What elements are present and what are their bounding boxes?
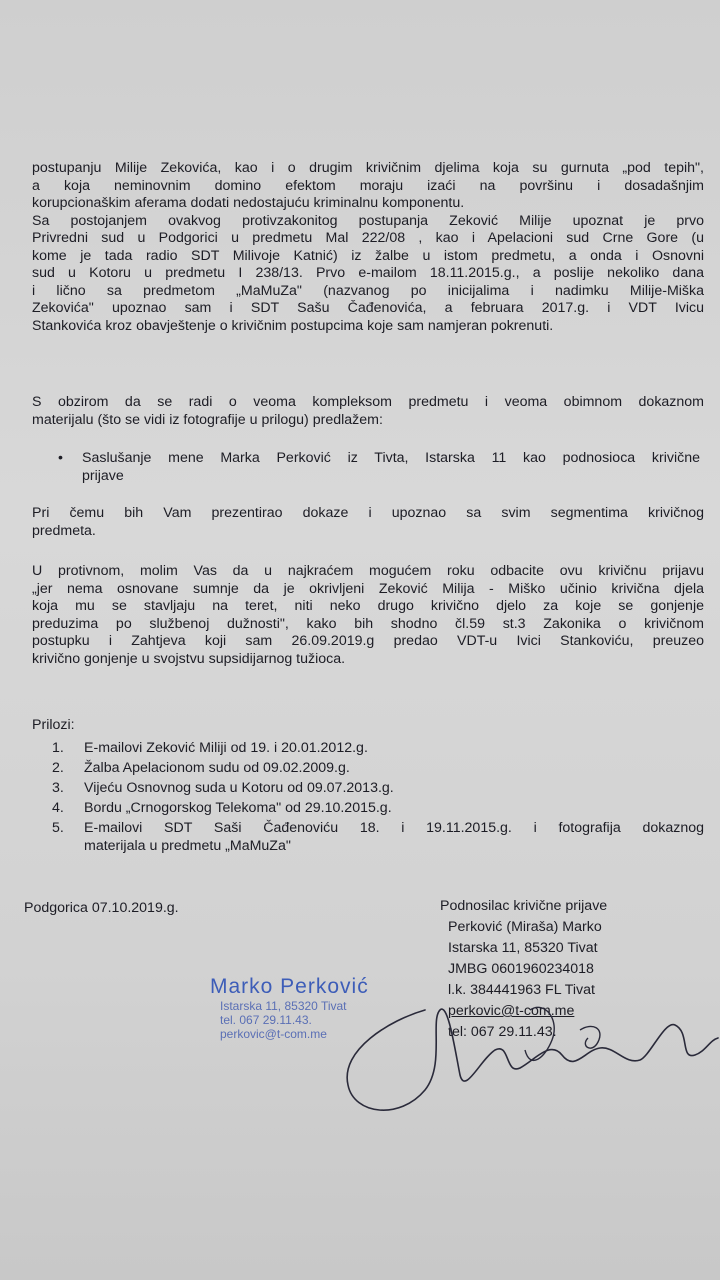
handwritten-signature [330, 980, 720, 1130]
proposal-paragraph [32, 394, 704, 429]
attachment-item [52, 758, 704, 778]
presentation-line: Pri čemu bih Vam prezentirao dokaze i upoznao sa svim segmentima krivičnog [32, 505, 704, 521]
sender-email: perkovic@t-com.me [448, 1003, 575, 1019]
request-line: koja mu se stavljaju na teret, niti neko drugo krivično djelo za koje se gonjenje [32, 598, 704, 614]
intro-line: Zekovića" upoznao sam i SDT Sašu Čađenovića, a februara 2017.g. i VDT Ivicu [32, 300, 704, 316]
request-paragraph [32, 563, 704, 668]
attachment-text: E-mailovi Zeković Miliji od 19. i 20.01.2012.g. [84, 740, 368, 756]
bullet-line: prijave [82, 467, 124, 484]
stamp-name: Marko Perković [210, 975, 369, 998]
presentation-line: predmeta. [32, 522, 96, 539]
intro-line: Privredni sud u Podgorici u predmetu Mal 222/08 , kao i Apelacioni sud Crne Gore (u [32, 230, 704, 246]
request-line: preduzima po službenoj dužnosti", kako bih shodno čl.59 st.3 Zakonika o krivičnom [32, 615, 704, 632]
attachment-item [52, 818, 704, 855]
attachment-text-continued: materijala u predmetu „MaMuZa" [84, 838, 291, 854]
stamp-phone: tel. 067 29.11.43. [220, 1013, 312, 1027]
sender-id-card: l.k. 384441963 FL Tivat [448, 982, 595, 998]
intro-line: postupanju Milije Zekovića, kao i o drugim krivičnim djelima koja su gurnuta „pod tepih", [32, 160, 704, 176]
intro-line: i lično sa predmetom „MaMuZa" (nazvanog po inicijalima i nadimku Milije-Miška [32, 282, 704, 299]
attachment-item [52, 738, 704, 758]
attachment-number: 2. [52, 760, 64, 776]
sender-jmbg: JMBG 0601960234018 [448, 961, 594, 977]
attachments-list [52, 738, 704, 855]
document-date: Podgorica 07.10.2019.g. [24, 900, 179, 916]
attachment-number: 1. [52, 740, 64, 756]
attachment-number: 4. [52, 800, 64, 816]
request-line: U protivnom, molim Vas da u najkraćem mogućem roku odbacite ovu krivičnu prijavu [32, 563, 704, 579]
proposal-line: materijalu (što se vidi iz fotografije u prilogu) predlažem: [32, 411, 383, 428]
sender-title: Podnosilac krivične prijave [440, 898, 608, 914]
sender-phone: tel: 067 29.11.43. [448, 1024, 557, 1040]
intro-line: kome je tada radio SDT Milivoje Katnić) iz žalbe u istom predmetu, a onda i Osnovni [32, 247, 704, 264]
request-line: krivično gonjenje u svojstvu supsidijarnog tužioca. [32, 650, 346, 667]
sender-name: Perković (Miraša) Marko [448, 919, 602, 935]
stamp-address: Istarska 11, 85320 Tivat [220, 999, 347, 1013]
request-line: „jer nema osnovane sumnje da je okrivljeni Zeković Milija - Miško učinio krivična djela [32, 580, 704, 597]
presentation-paragraph [32, 505, 704, 540]
intro-line: sud u Kotoru u predmetu I 238/13. Prvo e-mailom 18.11.2015.g., a poslije nekoliko dana [32, 265, 704, 281]
intro-line: Stankovića kroz obavještenje o krivičnim postupcima koje sam namjeran pokrenuti. [32, 317, 554, 334]
intro-line: a koja neminovnim domino efektom moraju izaći na površinu i dosadašnjim [32, 177, 704, 194]
attachment-text: Vijeću Osnovnog suda u Kotoru od 09.07.2013.g. [84, 780, 394, 796]
intro-paragraph [32, 160, 704, 335]
intro-line: Sa postojanjem ovakvog protivzakonitog postupanja Zeković Milije upoznat je prvo [32, 212, 704, 229]
intro-line: korupcionaškim aferama dodati nedostajuću kriminalnu komponentu. [32, 195, 465, 211]
request-line: postupku i Zahtjeva koji sam 26.09.2019.g predao VDT-u Ivici Stankoviću, preuzeo [32, 633, 704, 649]
attachment-number: 5. [52, 820, 64, 836]
attachments-title: Prilozi: [32, 717, 75, 733]
attachment-item [52, 778, 704, 798]
attachment-number: 3. [52, 780, 64, 796]
attachment-text: E-mailovi SDT Saši Čađenoviću 18. i 19.11.2015.g. i fotografija dokaznog [84, 820, 704, 836]
bullet-line: Saslušanje mene Marka Perković iz Tivta, Istarska 11 kao podnosioca krivične [82, 450, 700, 466]
attachment-text: Žalba Apelacionom sudu od 09.02.2009.g. [84, 760, 350, 776]
attachment-text: Bordu „Crnogorskog Telekoma" od 29.10.2015.g. [84, 800, 392, 816]
bullet-symbol: • [58, 450, 63, 466]
proposal-line: S obzirom da se radi o veoma kompleksom predmetu i veoma obimnom dokaznom [32, 394, 704, 410]
stamp-email: perkovic@t-com.me [220, 1027, 327, 1041]
sender-address: Istarska 11, 85320 Tivat [448, 940, 598, 956]
attachment-item [52, 798, 704, 818]
